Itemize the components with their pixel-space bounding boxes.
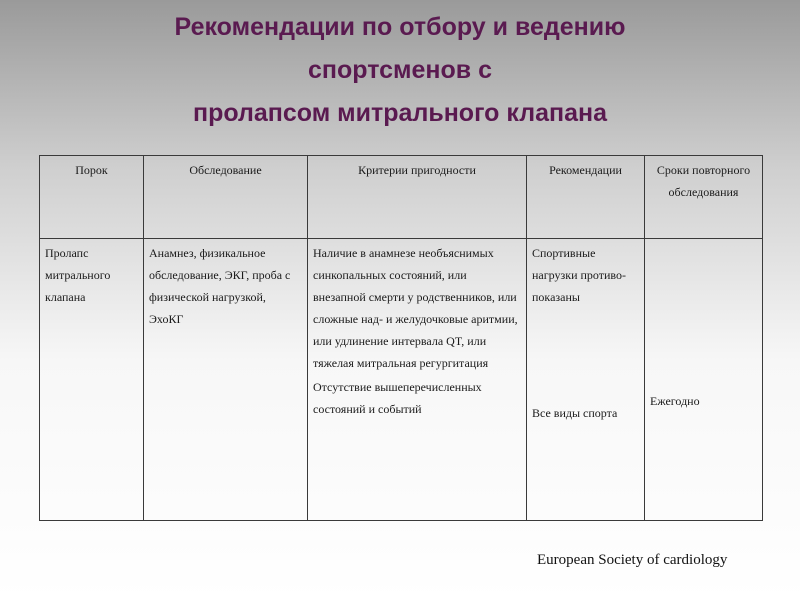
title-line-1: Рекомендации по отбору и ведению: [174, 13, 626, 41]
header-recommendations: Рекомендации: [527, 156, 645, 239]
header-exam: Обследование: [144, 156, 308, 239]
table-header-row: [40, 156, 763, 239]
header-followup: Сроки повторного обследования: [645, 156, 763, 239]
slide-title: [0, 6, 800, 135]
cell-criteria: [308, 239, 527, 521]
source-citation: European Society of cardiology: [537, 552, 728, 568]
recommendation-contraindicated: Спортивные нагрузки противо-показаны: [532, 246, 627, 304]
recommendations-table: [39, 155, 763, 521]
recommendation-allowed: Все виды спорта: [532, 406, 618, 420]
followup-value: Ежегодно: [650, 394, 700, 408]
table-row: [40, 239, 763, 521]
cell-exam: Анамнез, физикальное обследование, ЭКГ, проба с физической нагрузкой, ЭхоКГ: [144, 239, 308, 521]
criteria-allowed: Отсутствие вышеперечисленных состояний и событий: [313, 380, 482, 416]
criteria-contraindicated: Наличие в анамнезе необъяснимых синкопальных состояний, или внезапной смерти у родственников, или сложные над- и желудочковые аритмии, или удлинение интервала QT, или тяжелая митральная регургитация: [313, 246, 518, 370]
title-line-2: спортсменов с: [307, 56, 493, 84]
cell-followup: [645, 239, 763, 521]
cell-recommendations: [527, 239, 645, 521]
title-line-3: пролапсом митрального клапана: [192, 99, 607, 127]
header-defect: Порок: [40, 156, 144, 239]
header-criteria: Критерии пригодности: [308, 156, 527, 239]
cell-defect: Пролапс митрального клапана: [40, 239, 144, 521]
